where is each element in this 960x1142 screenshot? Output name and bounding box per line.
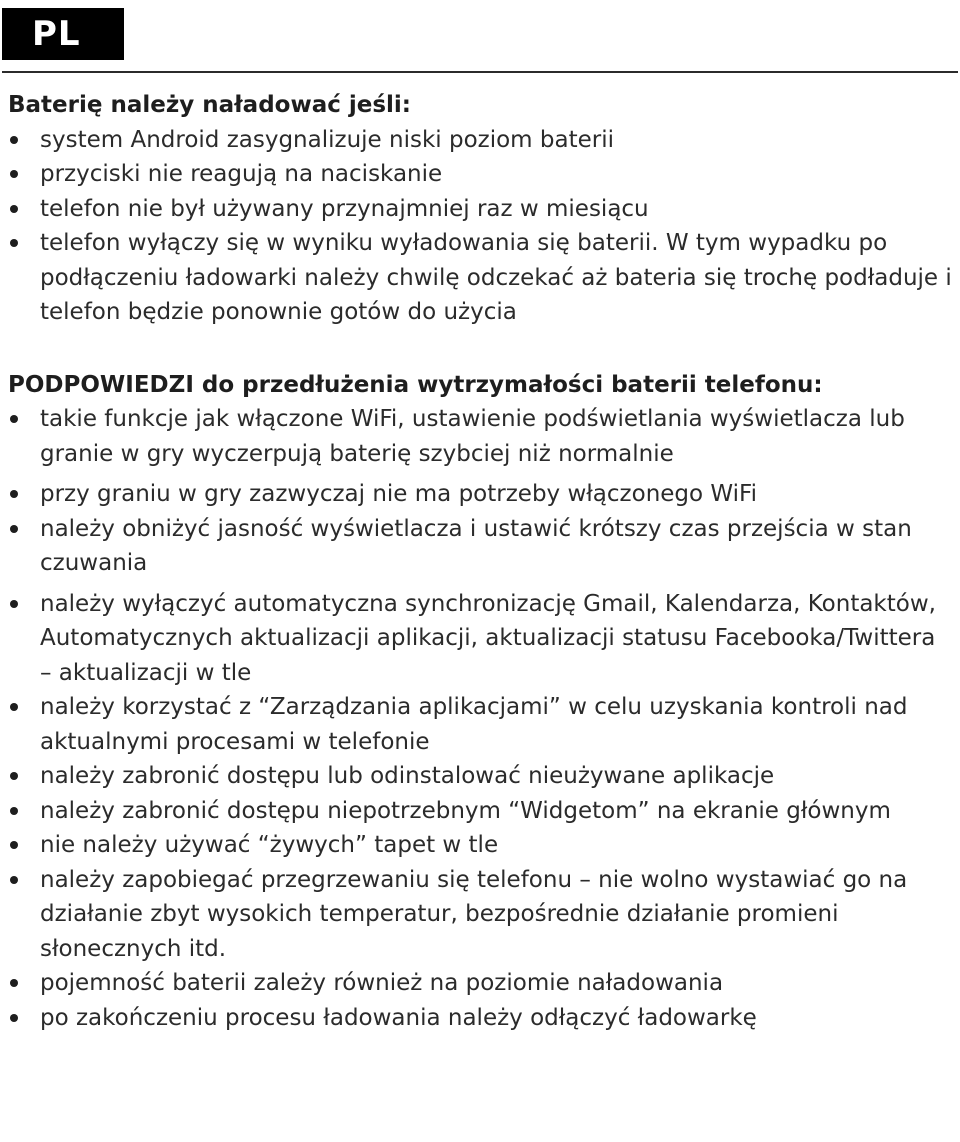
list-item: przy graniu w gry zazwyczaj nie ma potrzeby włączonego WiFi [8,477,953,512]
list-item: przyciski nie reagują na naciskanie [8,157,953,192]
list-item: system Android zasygnalizuje niski poziom baterii [8,123,953,158]
list-item: pojemność baterii zależy również na poziomie naładowania [8,966,953,1001]
list-item: takie funkcje jak włączone WiFi, ustawienie podświetlania wyświetlacza lub granie w gry wyczerpują baterię szybciej niż normalnie [8,402,953,471]
section-spacer [8,330,953,368]
list-item: należy wyłączyć automatyczna synchronizację Gmail, Kalendarza, Kontaktów, Automatycznych aktualizacji aplikacji, aktualizacji statusu Facebooka/Twittera – aktualizacji w tle [8,587,953,691]
list-item: telefon nie był używany przynajmniej raz w miesiącu [8,192,953,227]
language-badge: PL [2,8,124,60]
battery-tips-list [8,402,953,1035]
charging-conditions-list [8,123,953,330]
section-heading-charging: Baterię należy naładować jeśli: [8,92,412,118]
list-item: należy obniżyć jasność wyświetlacza i ustawić krótszy czas przejścia w stan czuwania [8,512,953,581]
list-item: należy korzystać z “Zarządzania aplikacjami” w celu uzyskania kontroli nad aktualnymi procesami w telefonie [8,690,953,759]
list-item: telefon wyłączy się w wyniku wyładowania się baterii. W tym wypadku po podłączeniu ładowarki należy chwilę odczekać aż bateria się trochę podładuje i telefon będzie ponownie gotów do użycia [8,226,953,330]
section-heading-tips: PODPOWIEDZI do przedłużenia wytrzymałości baterii telefonu: [8,371,823,398]
list-item: nie należy używać “żywych” tapet w tle [8,828,953,863]
list-item: należy zapobiegać przegrzewaniu się telefonu – nie wolno wystawiać go na działanie zbyt wysokich temperatur, bezpośrednie działanie promieni słonecznych itd. [8,863,953,967]
list-item: należy zabronić dostępu niepotrzebnym “Widgetom” na ekranie głównym [8,794,953,829]
list-item: należy zabronić dostępu lub odinstalować nieużywane aplikacje [8,759,953,794]
list-item: po zakończeniu procesu ładowania należy odłączyć ładowarkę [8,1001,953,1036]
header-divider [2,71,958,73]
document-body [8,88,953,1035]
